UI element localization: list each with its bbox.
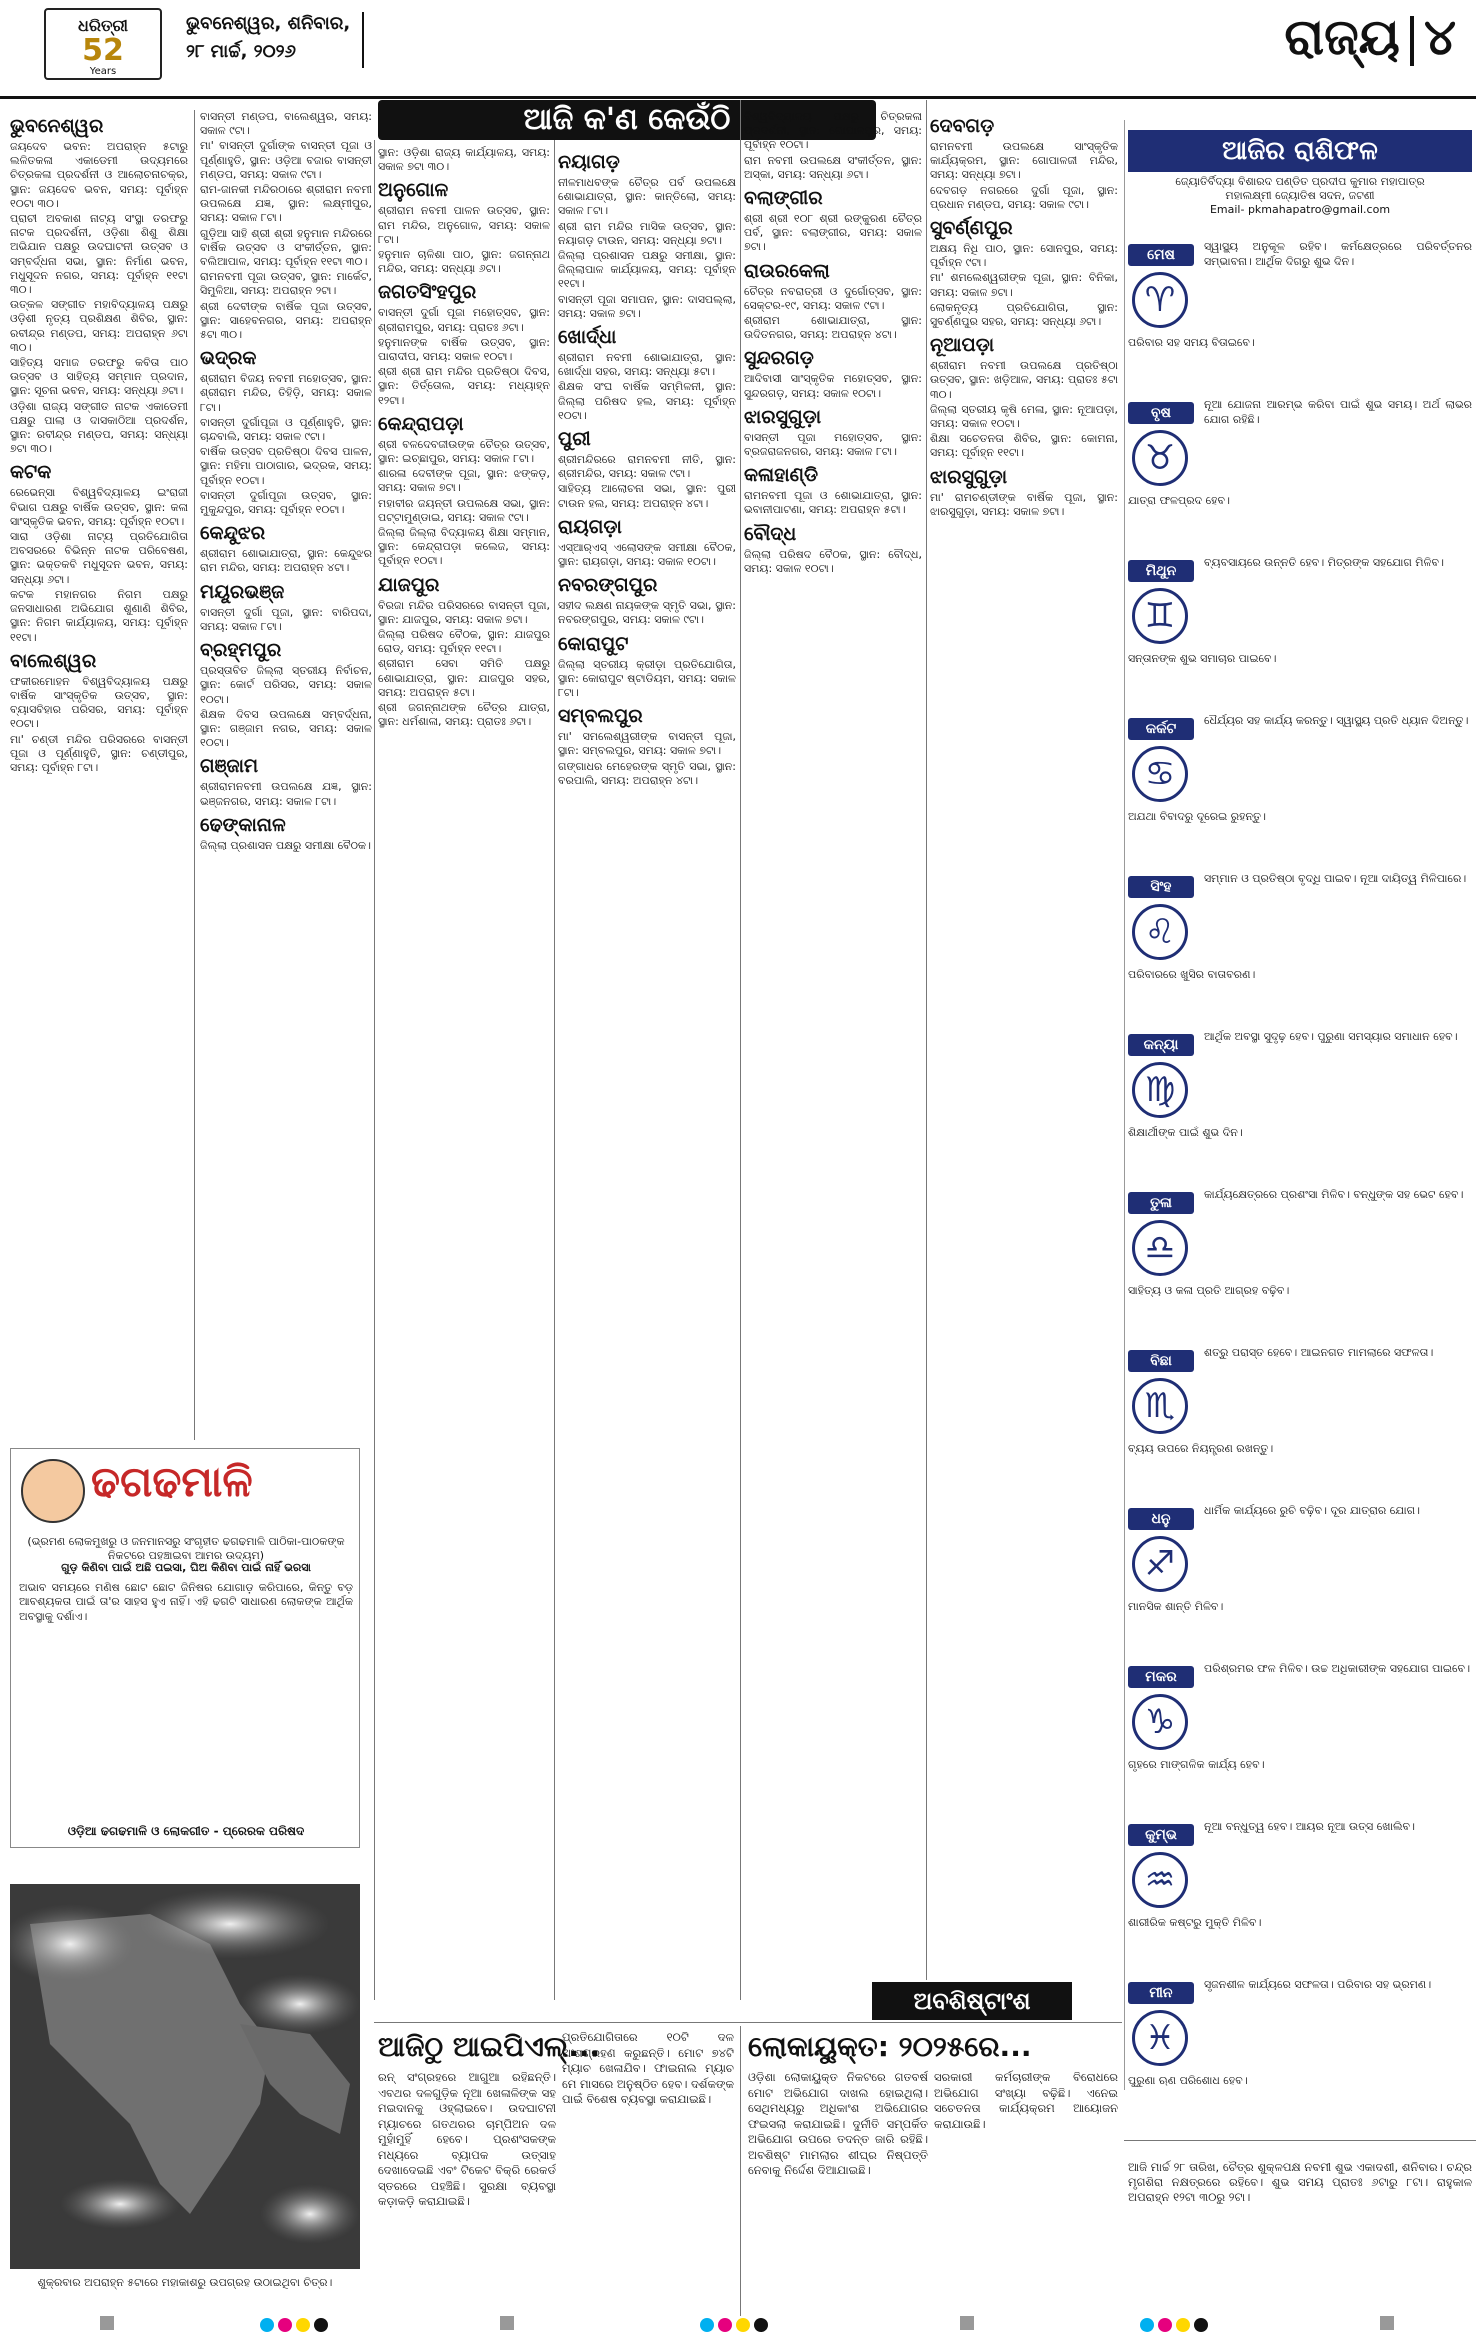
logo-title: ଧରିତ୍ରୀ xyxy=(78,16,128,35)
sign-text: ବ୍ୟବସାୟରେ ଉନ୍ନତି ହେବ। ମିତ୍ରଙ୍କ ସହଯୋଗ ମିଳିବ। xyxy=(1204,556,1444,569)
event-item: ଶ୍ରୀମନ୍ଦିରରେ ରାମନବମୀ ନୀତି, ସ୍ଥାନ: ଶ୍ରୀମନ୍ଦିର, ସମୟ: ସକାଳ ୯ଟା। xyxy=(558,453,736,481)
story-ipl-col1: ରନ୍ ସଂଗ୍ରହରେ ଆଗୁଆ ରହିଛନ୍ତି। ଏବଥର ଦଳଗୁଡ଼ିକ ନୂଆ ଖେଳାଳିଙ୍କ ସହ ମଇଦାନକୁ ଓହ୍ଲାଇବେ। ଉଦଘାଟନୀ ମ୍ୟାଚରେ ଗତଥରର ଚାମ୍ପିଅନ ଦଳ ମୁହାଁମୁହିଁ ହେବେ। ପ୍ରଶଂସକଙ୍କ ମଧ୍ୟରେ ବ୍ୟାପକ ଉତ୍ସାହ ଦେଖାଦେଇଛି ଏବଂ ଟିକେଟ ବିକ୍ରି ରେକର୍ଡ ସ୍ତରରେ ପହଞ୍ଚିଛି। ସୁରକ୍ଷା ବ୍ୟବସ୍ଥା କଡ଼ାକଡ଼ି କରାଯାଇଛି। xyxy=(378,2070,556,2208)
proverb-body: ଅଭାବ ସମୟରେ ମଣିଷ ଛୋଟ ଛୋଟ ଜିନିଷର ଯୋଗାଡ଼ କରିପାରେ, କିନ୍ତୁ ବଡ଼ ଆବଶ୍ୟକତା ପାଇଁ ତା'ର ସାହସ ହୁଏ ନାହିଁ। ଏହି ଢଗଟି ସାଧାରଣ ଲୋକଙ୍କ ଆର୍ଥିକ ଅବସ୍ଥାକୁ ଦର୍ଶାଏ। xyxy=(19,1581,353,1623)
event-item: ଶ୍ରୀରାମ ବିଜୟ ନବମୀ ମହୋତ୍ସବ, ସ୍ଥାନ: ଶ୍ରୀରାମ ମନ୍ଦିର, ତିହିଡ଼ି, ସମୟ: ସକାଳ ୮ଟା। xyxy=(200,372,372,414)
gemini-icon: ♊ xyxy=(1132,588,1188,644)
sign-text-tail: ମାନସିକ ଶାନ୍ତି ମିଳିବ। xyxy=(1128,1600,1224,1613)
event-item: ଆଦିବାସୀ ସାଂସ୍କୃତିକ ମହୋତ୍ସବ, ସ୍ଥାନ: ସୁନ୍ଦରଗଡ଼, ସମୟ: ସକାଳ ୧୦ଟା। xyxy=(744,372,922,400)
event-item: ବିଶ୍ୱବିଦ୍ୟାଳୟ ପକ୍ଷରୁ ଚିତ୍ରକଳା ପ୍ରଦର୍ଶନୀ, ସ୍ଥାନ: ଗୋପାଳପୁର, ସମୟ: ପୂର୍ବାହ୍ନ ୧୦ଟା। xyxy=(744,110,922,152)
sign-text-tail: ସାହିତ୍ୟ ଓ କଳା ପ୍ରତି ଆଗ୍ରହ ବଢ଼ିବ। xyxy=(1128,1284,1290,1297)
city-heading: କୋରାପୁଟ xyxy=(558,632,629,655)
section-divider xyxy=(1410,16,1414,66)
city-heading: ରାଉରକେଲା xyxy=(744,259,830,282)
cancer-icon: ♋ xyxy=(1132,746,1188,802)
event-item: ରାମ-ଜାନକୀ ମନ୍ଦିରଠାରେ ଶ୍ରୀରାମ ନବମୀ ଉପଲକ୍ଷେ ଯଜ୍ଞ, ସ୍ଥାନ: ଲକ୍ଷ୍ମୀପୁର, ସମୟ: ସକାଳ ୮ଟା। xyxy=(200,183,372,225)
logo-number: 52 xyxy=(82,33,124,68)
event-item: ମା' ଶମଲେଶ୍ୱରୀଙ୍କ ପୂଜା, ସ୍ଥାନ: ବିନିକା, ସମୟ: ସକାଳ ୭ଟା। xyxy=(930,271,1118,299)
continued-label: ଅବଶିଷ୍ଟାଂଶ xyxy=(872,1982,1072,2020)
sign-text: ସ୍ୱାସ୍ଥ୍ୟ ଅନୁକୂଳ ରହିବ। କର୍ମକ୍ଷେତ୍ରରେ ପରିବର୍ତ୍ତନର ସମ୍ଭାବନା। ଆର୍ଥିକ ଦିଗରୁ ଶୁଭ ଦିନ। xyxy=(1204,240,1472,268)
events-column-3 xyxy=(378,146,550,1976)
aquarius-icon: ♒ xyxy=(1132,1852,1188,1908)
date-line-1: ଭୁବନେଶ୍ୱର, ଶନିବାର, xyxy=(186,13,351,34)
event-item: ଶ୍ରୀ ଶ୍ରୀ ରାମ ମନ୍ଦିର ପ୍ରତିଷ୍ଠା ଦିବସ, ସ୍ଥାନ: ତିର୍ତ୍ତୋଲ, ସମୟ: ମଧ୍ୟାହ୍ନ ୧୨ଟା। xyxy=(378,365,550,407)
city-heading: ନୂଆପଡ଼ା xyxy=(930,334,995,357)
sign-name: ମକର xyxy=(1128,1666,1194,1688)
sign-gemini xyxy=(1124,552,1474,708)
sign-taurus xyxy=(1124,394,1474,550)
sign-text-tail: ପୁରୁଣା ଋଣ ପରିଶୋଧ ହେବ। xyxy=(1128,2074,1248,2087)
sign-name: ମୀନ xyxy=(1128,1982,1194,2004)
event-item: ଗୁଡ଼ିଆ ସାହି ଶ୍ରୀ ଶ୍ରୀ ହନୁମାନ ମନ୍ଦିରରେ ବାର୍ଷିକ ଉତ୍ସବ ଓ ସଂକୀର୍ତ୍ତନ, ସ୍ଥାନ: ବଲିଆପାଳ, ସମୟ: ପୂର୍ବାହ୍ନ ୧୧ଟା ୩୦। xyxy=(200,226,372,269)
sign-name: କୁମ୍ଭ xyxy=(1128,1824,1194,1846)
stories-top-rule xyxy=(374,2022,1122,2023)
event-item: ଶ୍ରୀରାମ ନବମୀ ଉପଲକ୍ଷେ ପ୍ରତିଷ୍ଠା ଉତ୍ସବ, ସ୍ଥାନ: ଖଡ଼ିଆଳ, ସମୟ: ପ୍ରାତଃ ୫ଟା ୩୦। xyxy=(930,359,1118,401)
column-rule xyxy=(740,2026,741,2316)
event-item: ଦେବଗଡ଼ ନଗରରେ ଦୁର୍ଗା ପୂଜା, ସ୍ଥାନ: ପ୍ରଧାନ ମଣ୍ଡପ, ସମୟ: ସକାଳ ୯ଟା। xyxy=(930,183,1118,211)
event-item: ରାମନବମୀ ଉପଲକ୍ଷେ ସାଂସ୍କୃତିକ କାର୍ଯ୍ୟକ୍ରମ, ସ୍ଥାନ: ଗୋପାଳଜୀ ମନ୍ଦିର, ସମୟ: ସନ୍ଧ୍ୟା ୭ଟା। xyxy=(930,140,1118,182)
city-heading: ବ୍ରହ୍ମପୁର xyxy=(200,639,282,662)
city-heading: ଅନୁଗୋଳ xyxy=(378,179,449,202)
event-item: ରାମନବମୀ ପୂଜା ଉତ୍ସବ, ସ୍ଥାନ: ମାର୍କେଟ, ସିମୁଳିଆ, ସମୟ: ଅପରାହ୍ନ ୨ଟା। xyxy=(200,270,372,298)
sign-name: ଧନୁ xyxy=(1128,1508,1194,1530)
event-item: ଶ୍ରୀ ଶ୍ରୀ ୧୦୮ ଶ୍ରୀ ରଙ୍କୁରଣ ଚୈତ୍ର ପର୍ବ, ସ୍ଥାନ: ବଲାଙ୍ଗୀର, ସମୟ: ସକାଳ ୭ଟା। xyxy=(744,212,922,254)
sign-text-tail: ଯାତ୍ରା ଫଳପ୍ରଦ ହେବ। xyxy=(1128,494,1230,507)
story-lokayukta-col1: ଓଡ଼ିଶା ଲୋକାୟୁକ୍ତ ନିକଟରେ ଗତବର୍ଷ ମୋଟ ଅଭିଯୋଗ ଦାଖଲ ହୋଇଥିଲା। ସେଥିମଧ୍ୟରୁ ଅଧିକାଂଶ ଅଭିଯୋଗର ଫଇସଲା କରାଯାଇଛି। ଦୁର୍ନୀତି ସମ୍ପର୍କିତ ଅଭିଯୋଗ ଉପରେ ତଦନ୍ତ ଜାରି ରହିଛି। ଅବଶିଷ୍ଟ ମାମଲାର ଶୀଘ୍ର ନିଷ୍ପତ୍ତି ନେବାକୁ ନିର୍ଦ୍ଦେଶ ଦିଆଯାଇଛି। xyxy=(748,2070,928,2177)
sign-name: ତୁଳା xyxy=(1128,1192,1194,1214)
event-item: ମା' ବାସନ୍ତୀ ଦୁର୍ଗାଙ୍କ ବାସନ୍ତୀ ପୂଜା ଓ ପୂର୍ଣ୍ଣାହୁତି, ସ୍ଥାନ: ଓଡ଼ିଆ ବଜାର ବାସନ୍ତୀ ମଣ୍ଡପ, ସମୟ: ସକାଳ ୯ଟା। xyxy=(200,139,372,181)
leo-icon: ♌ xyxy=(1132,904,1188,960)
city-heading: ନବରଙ୍ଗପୁର xyxy=(558,574,658,597)
sign-name: ସିଂହ xyxy=(1128,876,1194,898)
sign-text-tail: ଶାରୀରିକ କଷ୍ଟରୁ ମୁକ୍ତି ମିଳିବ। xyxy=(1128,1916,1262,1929)
event-item: ଶ୍ରୀରାମ ନବମୀ ପାଳନ ଉତ୍ସବ, ସ୍ଥାନ: ରାମ ମନ୍ଦିର, ଅନୁଗୋଳ, ସମୟ: ସକାଳ ୮ଟା। xyxy=(378,204,550,246)
city-heading: ଢେଙ୍କାନାଳ xyxy=(200,813,286,836)
events-column-5 xyxy=(744,110,922,1970)
sign-text: ନୂଆ ଯୋଜନା ଆରମ୍ଭ କରିବା ପାଇଁ ଶୁଭ ସମୟ। ଅର୍ଥ ଲାଭର ଯୋଗ ରହିଛି। xyxy=(1204,398,1472,426)
city-heading: କେନ୍ଦୁଝର xyxy=(200,522,266,545)
horoscope-title: ଆଜିର ରାଶିଫଳ xyxy=(1128,130,1472,172)
event-item: ଶ୍ରୀରାମ ନବମୀ ଶୋଭାଯାତ୍ରା, ସ୍ଥାନ: ଖୋର୍ଦ୍ଧା ସହର, ସମୟ: ସନ୍ଧ୍ୟା ୫ଟା। xyxy=(558,351,736,379)
proverb-verse: ଗୁଡ଼ କିଣିବା ପାଇଁ ଅଛି ପଇସା, ଘିଅ କିଣିବା ପାଇଁ ନାହିଁ ଭରସା xyxy=(61,1561,311,1574)
event-item: ମା' ରାମଚଣ୍ଡୀଙ୍କ ବାର୍ଷିକ ପୂଜା, ସ୍ଥାନ: ଝାରସୁଗୁଡ଼ା, ସମୟ: ସକାଳ ୭ଟା। xyxy=(930,490,1118,518)
astrologer-name: ଜ୍ୟୋତିର୍ବିଦ୍ୟା ବିଶାରଦ ପଣ୍ଡିତ ପ୍ରଦୀପ କୁମାର ମହାପାତ୍ର xyxy=(1175,175,1425,188)
cartoon-face-icon xyxy=(21,1459,85,1523)
print-mark xyxy=(754,2318,768,2332)
event-item: ଶ୍ରୀ ଦେବୀଙ୍କ ବାର୍ଷିକ ପୂଜା ଉତ୍ସବ, ସ୍ଥାନ: ସାହେବନଗର, ସମୟ: ଅପରାହ୍ନ ୫ଟା ୩୦। xyxy=(200,299,372,342)
story-lokayukta-headline: ଲୋକାୟୁକ୍ତ: ୨୦୨୫ରେ... xyxy=(748,2030,1032,2063)
taurus-icon: ♉ xyxy=(1132,430,1188,486)
sign-sagittarius xyxy=(1124,1500,1474,1656)
print-mark xyxy=(1140,2318,1154,2332)
event-item: ବିରଜା ମନ୍ଦିର ପରିସରରେ ବାସନ୍ତୀ ପୂଜା, ସ୍ଥାନ: ଯାଜପୁର, ସମୟ: ସକାଳ ୭ଟା। xyxy=(378,598,550,626)
event-item: ଉତ୍କଳ ସଙ୍ଗୀତ ମହାବିଦ୍ୟାଳୟ ପକ୍ଷରୁ ଓଡ଼ିଶୀ ନୃତ୍ୟ ପ୍ରଶିକ୍ଷଣ ଶିବିର, ସ୍ଥାନ: ରବୀନ୍ଦ୍ର ମଣ୍ଡପ, ସମୟ: ଅପରାହ୍ନ ୬ଟା ୩୦। xyxy=(10,298,188,354)
aries-icon: ♈ xyxy=(1132,272,1188,328)
city-heading: କେନ୍ଦ୍ରାପଡ଼ା xyxy=(378,412,464,435)
satellite-image xyxy=(10,1884,360,2269)
city-heading: ଯାଜପୁର xyxy=(378,573,440,596)
proverb-box xyxy=(10,1448,360,1848)
sign-text: ପରିଶ୍ରମର ଫଳ ମିଳିବ। ଉଚ୍ଚ ଅଧିକାରୀଙ୍କ ସହଯୋଗ ପାଇବେ। xyxy=(1204,1662,1471,1675)
sign-text: କାର୍ଯ୍ୟକ୍ଷେତ୍ରରେ ପ୍ରଶଂସା ମିଳିବ। ବନ୍ଧୁଙ୍କ ସହ ଭେଟ ହେବ। xyxy=(1204,1188,1464,1201)
event-item: ବାସନ୍ତୀ ପୂଜା ସମାପନ, ସ୍ଥାନ: ଦାସପଲ୍ଲା, ସମୟ: ସକାଳ ୭ଟା। xyxy=(558,292,736,320)
story-ipl-col2: ପ୍ରତିଯୋଗିତାରେ ୧୦ଟି ଦଳ ଅଂଶଗ୍ରହଣ କରୁଛନ୍ତି। ମୋଟ ୭୪ଟି ମ୍ୟାଚ ଖେଳାଯିବ। ଫାଇନାଲ ମ୍ୟାଚ ମେ ମାସରେ ଅନୁଷ୍ଠିତ ହେବ। ଦର୍ଶକଙ୍କ ପାଇଁ ବିଶେଷ ବ୍ୟବସ୍ଥା କରାଯାଇଛି। xyxy=(562,2030,734,2106)
city-heading: ଝାରସୁଗୁଡ଼ା xyxy=(744,405,822,428)
sign-capricorn xyxy=(1124,1658,1474,1814)
city-heading: ସୁନ୍ଦରଗଡ଼ xyxy=(744,347,814,370)
scorpio-icon: ♏ xyxy=(1132,1378,1188,1434)
story-ipl-headline: ଆଜିଠୁ ଆଇପିଏଲ୍... xyxy=(378,2030,601,2063)
column-rule xyxy=(740,100,741,2000)
virgo-icon: ♍ xyxy=(1132,1062,1188,1118)
event-item: ଶ୍ରୀରାମ ସେବା ସମିତି ପକ୍ଷରୁ ଶୋଭାଯାତ୍ରା, ସ୍ଥାନ: ଯାଜପୁର ସହର, ସମୟ: ଅପରାହ୍ନ ୫ଟା। xyxy=(378,657,550,699)
sign-name: କର୍କଟ xyxy=(1128,718,1194,740)
proverb-title: ଢଗଢମାଳି xyxy=(91,1457,253,1506)
event-item: ଶ୍ରୀ ବଳଦେବଜୀଉଙ୍କ ଚୈତ୍ର ଉତ୍ସବ, ସ୍ଥାନ: ଇଚ୍ଛାପୁର, ସମୟ: ସକାଳ ୮ଟା। xyxy=(378,437,550,466)
event-item: ଶାରଳା ଦେବୀଙ୍କ ପୂଜା, ସ୍ଥାନ: ଝଙ୍କଡ଼, ସମୟ: ସକାଳ ୭ଟା। xyxy=(378,467,550,495)
city-heading: ଭଦ୍ରକ xyxy=(200,347,257,370)
event-item: ମହାବୀର ଜୟନ୍ତୀ ଉପଲକ୍ଷେ ସଭା, ସ୍ଥାନ: ପଟ୍ଟାମୁଣ୍ଡାଇ, ସମୟ: ସକାଳ ୯ଟା। xyxy=(378,496,550,524)
print-mark xyxy=(718,2318,732,2332)
sign-aquarius xyxy=(1124,1816,1474,1972)
print-mark xyxy=(1176,2318,1190,2332)
city-heading: ମୟୂରଭଞ୍ଜ xyxy=(200,580,285,603)
city-heading: ପୁରୀ xyxy=(558,428,591,451)
sign-name: କନ୍ୟା xyxy=(1128,1034,1194,1056)
sign-text-tail: ସନ୍ତାନଙ୍କ ଶୁଭ ସମାଚାର ପାଇବେ। xyxy=(1128,652,1277,665)
libra-icon: ♎ xyxy=(1132,1220,1188,1276)
event-item: ଜିଲ୍ଲା ପ୍ରଶାସନ ପକ୍ଷରୁ ସମୀକ୍ଷା, ସ୍ଥାନ: ଜିଲ୍ଲାପାଳ କାର୍ଯ୍ୟାଳୟ, ସମୟ: ପୂର୍ବାହ୍ନ ୧୧ଟା। xyxy=(558,249,736,291)
events-column-2 xyxy=(200,110,372,1440)
event-item: ଶିକ୍ଷା ସଚେତନତା ଶିବିର, ସ୍ଥାନ: କୋମନା, ସମୟ: ପୂର୍ବାହ୍ନ ୧୧ଟା। xyxy=(930,432,1118,460)
event-item: ଜିଲ୍ଲା ପରିଷଦ ବୈଠକ, ସ୍ଥାନ: ବୌଦ୍ଧ, ସମୟ: ସକାଳ ୧୦ଟା। xyxy=(744,547,922,575)
event-item: ଶ୍ରୀ ରାମ ମନ୍ଦିର ମାସିକ ଉତ୍ସବ, ସ୍ଥାନ: ନୟାଗଡ଼ ଟାଉନ, ସମୟ: ସନ୍ଧ୍ୟା ୭ଟା। xyxy=(558,219,736,247)
print-mark xyxy=(1194,2318,1208,2332)
sign-text-tail: ଶିକ୍ଷାର୍ଥୀଙ୍କ ପାଇଁ ଶୁଭ ଦିନ। xyxy=(1128,1126,1243,1139)
sign-text-tail: ଗୃହରେ ମାଙ୍ଗଳିକ କାର୍ଯ୍ୟ ହେବ। xyxy=(1128,1758,1265,1771)
horoscope-bottom-rule xyxy=(1124,2140,1476,2141)
city-heading: ଭୁବନେଶ୍ୱର xyxy=(10,115,104,137)
event-item: ଶିକ୍ଷକ ଦିବସ ଉପଲକ୍ଷେ ସମ୍ବର୍ଦ୍ଧନା, ସ୍ଥାନ: ଗଞ୍ଜାମ ନଗର, ସମୟ: ସକାଳ ୧୦ଟା। xyxy=(200,707,372,750)
pisces-icon: ♓ xyxy=(1132,2010,1188,2066)
page-number: ୪ xyxy=(1423,8,1456,66)
event-item: ଜିଲ୍ଲା ପ୍ରଶାସନ ପକ୍ଷରୁ ସମୀକ୍ଷା ବୈଠକ। xyxy=(200,838,372,852)
event-item: ସାହିତ୍ୟ ସମାଜ ତରଫରୁ କବିତା ପାଠ ଉତ୍ସବ ଓ ସାହିତ୍ୟ ସମ୍ମାନ ପ୍ରଦାନ, ସ୍ଥାନ: ସୂଚନା ଭବନ, ସମୟ: ସନ୍ଧ୍ୟା ୬ଟା। xyxy=(10,356,188,398)
city-heading: ଝାରସୁଗୁଡ଼ା xyxy=(930,465,1008,488)
column-rule xyxy=(374,140,375,2000)
astrologer-email: Email- pkmahapatro@gmail.com xyxy=(1209,203,1391,216)
event-item: ହନୁମାନଙ୍କ ବାର୍ଷିକ ଉତ୍ସବ, ସ୍ଥାନ: ପାରାଦୀପ, ସମୟ: ସକାଳ ୧୦ଟା। xyxy=(378,335,550,364)
sign-name: ମେଷ xyxy=(1128,244,1194,266)
event-item: ସାରା ଓଡ଼ିଶା ନାଟ୍ୟ ପ୍ରତିଯୋଗିତା ଅବସରରେ ବିଭିନ୍ନ ନାଟକ ପରିବେଷଣ, ସ୍ଥାନ: ଭକ୍ତକବି ମଧୁସୂଦନ ଭବନ, ସମୟ: ସନ୍ଧ୍ୟା ୬ଟା। xyxy=(10,530,188,586)
print-mark xyxy=(1158,2318,1172,2332)
sign-text-tail: ପରିବାରରେ ଖୁସିର ବାତାବରଣ। xyxy=(1128,968,1256,981)
sign-text: ଶତ୍ରୁ ପରାସ୍ତ ହେବେ। ଆଇନଗତ ମାମଲାରେ ସଫଳତା। xyxy=(1204,1346,1434,1359)
event-item: ରେଭେନ୍ସା ବିଶ୍ୱବିଦ୍ୟାଳୟ ଇଂରାଜୀ ବିଭାଗ ପକ୍ଷରୁ ବାର୍ଷିକ ଉତ୍ସବ, ସ୍ଥାନ: କଳା ସାଂସ୍କୃତିକ ଭବନ, ସମୟ: ପୂର୍ବାହ୍ନ ୧୦ଟା। xyxy=(10,486,188,528)
event-item: ଶ୍ରୀରାମ ଶୋଭାଯାତ୍ରା, ସ୍ଥାନ: କେନ୍ଦୁଝର ରାମ ମନ୍ଦିର, ସମୟ: ଅପରାହ୍ନ ୪ଟା। xyxy=(200,547,372,575)
event-item: ଜିଲ୍ଲା ଜିଲ୍ଲା ବିଦ୍ୟାଳୟ ଶିକ୍ଷା ସମ୍ମାନ, ସ୍ଥାନ: କେନ୍ଦ୍ରାପଡ଼ା କଲେଜ, ସମୟ: ପୂର୍ବାହ୍ନ ୧୦ଟା। xyxy=(378,526,550,568)
column-rule xyxy=(926,100,927,1980)
city-heading: ସମ୍ବଲପୁର xyxy=(558,705,643,728)
sign-text: ଧୈର୍ଯ୍ୟର ସହ କାର୍ଯ୍ୟ କରନ୍ତୁ। ସ୍ୱାସ୍ଥ୍ୟ ପ୍ରତି ଧ୍ୟାନ ଦିଅନ୍ତୁ। xyxy=(1204,714,1469,727)
print-mark xyxy=(278,2318,292,2332)
section-name: ରାଜ୍ୟ xyxy=(1284,8,1400,66)
event-item: ପ୍ରସ୍ତାବିତ ଜିଲ୍ଲା ସ୍ତରୀୟ ନିର୍ବାଚନ, ସ୍ଥାନ: କୋର୍ଟ ପରିସର, ସମୟ: ସକାଳ ୧୦ଟା। xyxy=(200,664,372,706)
proverb-credit: ଓଡ଼ିଆ ଢଗଢମାଳି ଓ ଲୋକଗୀତ - ପ୍ରେରକ ପରିଷଦ xyxy=(67,1824,305,1838)
dateline-divider xyxy=(362,12,364,68)
event-item: ନୀଳମାଧବଙ୍କ ଚୈତ୍ର ପର୍ବ ଉପଲକ୍ଷେ ଶୋଭାଯାତ୍ରା, ସ୍ଥାନ: କାନ୍ତିଲୋ, ସମୟ: ସକାଳ ୮ଟା। xyxy=(558,176,736,218)
event-item: ବାସନ୍ତୀ ଦୁର୍ଗାପୂଜା ଉତ୍ସବ, ସ୍ଥାନ: ମୁକୁନ୍ଦପୁର, ସମୟ: ପୂର୍ବାହ୍ନ ୧୦ଟା। xyxy=(200,488,372,517)
capricorn-icon: ♑ xyxy=(1132,1694,1188,1750)
print-mark xyxy=(700,2318,714,2332)
print-mark xyxy=(500,2316,514,2330)
event-item: ଶ୍ରୀ ଜଗନ୍ନାଥଙ୍କ ଚୈତ୍ର ଯାତ୍ରା, ସ୍ଥାନ: ଧର୍ମଶାଳା, ସମୟ: ପ୍ରାତଃ ୬ଟା। xyxy=(378,701,550,729)
event-item: ଜିଲ୍ଲା ସ୍ତରୀୟ କୃଷି ମେଳା, ସ୍ଥାନ: ନୂଆପଡ଼ା, ସମୟ: ସକାଳ ୧୦ଟା। xyxy=(930,402,1118,431)
print-mark xyxy=(314,2318,328,2332)
event-item: ଶିକ୍ଷକ ସଂଘ ବାର୍ଷିକ ସମ୍ମିଳନୀ, ସ୍ଥାନ: ଜିଲ୍ଲା ପରିଷଦ ହଲ, ସମୟ: ପୂର୍ବାହ୍ନ ୧୦ଟା। xyxy=(558,380,736,422)
city-heading: ରାୟଗଡ଼ା xyxy=(558,515,622,538)
event-item: କଟକ ମହାନଗର ନିଗମ ପକ୍ଷରୁ ଜନସାଧାରଣ ଅଭିଯୋଗ ଶୁଣାଣି ଶିବିର, ସ୍ଥାନ: ନିଗମ କାର୍ଯ୍ୟାଳୟ, ସମୟ: ପୂର୍ବାହ୍ନ ୧୧ଟା। xyxy=(10,587,188,644)
event-item: ରାମ ନବମୀ ଉପଲକ୍ଷେ ସଂକୀର୍ତ୍ତନ, ସ୍ଥାନ: ଅସ୍କା, ସମୟ: ସନ୍ଧ୍ୟା ୬ଟା। xyxy=(744,153,922,181)
city-heading: ବୌଦ୍ଧ xyxy=(744,522,797,545)
event-item: ଶ୍ରୀରାମ ଶୋଭାଯାତ୍ରା, ସ୍ଥାନ: ଉଦିତନଗର, ସମୟ: ଅପରାହ୍ନ ୪ଟା। xyxy=(744,314,922,342)
sign-libra xyxy=(1124,1184,1474,1340)
city-heading: ବଲାଙ୍ଗୀର xyxy=(744,187,823,210)
sagittarius-icon: ♐ xyxy=(1132,1536,1188,1592)
city-heading: ଦେବଗଡ଼ xyxy=(930,115,995,137)
sign-aries xyxy=(1124,236,1474,392)
dateline xyxy=(186,10,350,66)
event-item: ମା' ସମଲେଶ୍ୱରୀଙ୍କ ବାସନ୍ତୀ ପୂଜା, ସ୍ଥାନ: ସମ୍ବଲପୁର, ସମୟ: ସକାଳ ୭ଟା। xyxy=(558,730,736,758)
horoscope-byline xyxy=(1128,175,1472,217)
newspaper-logo xyxy=(44,8,162,80)
event-item: ଏସ୍‌ଆର୍‌ଏସ୍ ଏଲୋସଙ୍କ ସମୀକ୍ଷା ବୈଠକ, ସ୍ଥାନ: ରାୟଗଡ଼ା, ସମୟ: ସକାଳ ୧୦ଟା। xyxy=(558,540,736,569)
sign-name: ବୃଷ xyxy=(1128,402,1194,424)
city-heading: କଟକ xyxy=(10,461,52,484)
sign-text-tail: ବ୍ୟୟ ଉପରେ ନିୟନ୍ତ୍ରଣ ରଖନ୍ତୁ। xyxy=(1128,1442,1274,1455)
panchang-text: ଆଜି ମାର୍ଚ୍ଚ ୨୮ ତାରିଖ, ଚୈତ୍ର ଶୁକ୍ଳପକ୍ଷ ନବମୀ ଶୁଭ ଏକାଦଶୀ, ଶନିବାର। ଚନ୍ଦ୍ର ମୃଗଶିରା ନକ୍ଷତ୍ରରେ ରହିବେ। ଶୁଭ ସମୟ ପ୍ରାତଃ ୬ଟାରୁ ୮ଟା। ରାହୁକାଳ ଅପରାହ୍ନ ୧୨ଟା ୩୦ରୁ ୨ଟା। xyxy=(1128,2160,1472,2204)
events-banner: ଆଜି କ'ଣ କେଉଁଠି xyxy=(378,100,876,140)
event-item: ବାସନ୍ତୀ ମଣ୍ଡପ, ବାଲେଶ୍ୱର, ସମୟ: ସକାଳ ୯ଟା। xyxy=(200,110,372,138)
event-item: ମା' ଚଣ୍ଡୀ ମନ୍ଦିର ପରିସରରେ ବାସନ୍ତୀ ପୂଜା ଓ ପୂର୍ଣ୍ଣାହୁତି, ସ୍ଥାନ: ଚଣ୍ଡୀପୁର, ସମୟ: ପୂର୍ବାହ୍ନ ୮ଟା। xyxy=(10,732,188,774)
sign-text-tail: ପରିବାର ସହ ସମୟ ବିତାଇବେ। xyxy=(1128,336,1255,349)
event-item: ହନୁମାନ ଚାଳିଶା ପାଠ, ସ୍ଥାନ: ଜଗନ୍ନାଥ ମନ୍ଦିର, ସମୟ: ସନ୍ଧ୍ୟା ୬ଟା। xyxy=(378,248,550,276)
sign-text-tail: ଅଯଥା ବିବାଦରୁ ଦୂରେଇ ରୁହନ୍ତୁ। xyxy=(1128,810,1266,823)
print-mark xyxy=(100,2316,114,2330)
city-heading: ନୟାଗଡ଼ xyxy=(558,151,620,173)
column-rule xyxy=(554,140,555,2000)
sign-scorpio xyxy=(1124,1342,1474,1498)
sign-text: ନୂଆ ବନ୍ଧୁତ୍ୱ ହେବ। ଆୟର ନୂଆ ଉତ୍ସ ଖୋଲିବ। xyxy=(1204,1820,1415,1833)
events-column-4 xyxy=(558,146,736,1976)
event-item: ସାହିତ୍ୟ ଆଲୋଚନା ସଭା, ସ୍ଥାନ: ପୁରୀ ଟାଉନ ହଲ, ସମୟ: ଅପରାହ୍ନ ୪ଟା। xyxy=(558,482,736,510)
event-item: ଜୟଦେବ ଭବନ: ଅପରାହ୍ନ ୫ଟାରୁ ଲଳିତକଳା ଏକାଡେମୀ ଉଦ୍ୟମରେ ଚିତ୍ରକଳା ପ୍ରଦର୍ଶନୀ ଓ ଆଲୋଚନାଚକ୍ର, ସ୍ଥାନ: ଜୟଦେବ ଭବନ, ସମୟ: ପୂର୍ବାହ୍ନ ୧୦ଟା ୩୦। xyxy=(10,140,188,210)
print-mark xyxy=(736,2318,750,2332)
masthead xyxy=(0,0,1476,100)
event-item: ଅକ୍ଷୟ ନିଧି ପାଠ, ସ୍ଥାନ: ସୋନପୁର, ସମୟ: ପୂର୍ବାହ୍ନ ୯ଟା। xyxy=(930,242,1118,270)
sign-text: ଆର୍ଥିକ ଅବସ୍ଥା ସୁଦୃଢ଼ ହେବ। ପୁରୁଣା ସମସ୍ୟାର ସମାଧାନ ହେବ। xyxy=(1204,1030,1458,1043)
event-item: ଚୈତ୍ର ନବରାତ୍ରୀ ଓ ଦୁର୍ଗୋତ୍ସବ, ସ୍ଥାନ: ସେକ୍ଟର-୧୯, ସମୟ: ସକାଳ ୯ଟା। xyxy=(744,284,922,312)
date-line-2: ୨୮ ମାର୍ଚ୍ଚ, ୨୦୨୬ xyxy=(186,41,296,62)
event-item: ବାର୍ଷିକ ଉତ୍ସବ ପ୍ରତିଷ୍ଠା ଦିବସ ପାଳନ, ସ୍ଥାନ: ମହିମା ପାଠାଗାର, ଭଦ୍ରକ, ସମୟ: ପୂର୍ବାହ୍ନ ୧୦ଟା। xyxy=(200,445,372,487)
sign-name: ବିଛା xyxy=(1128,1350,1194,1372)
top-rule xyxy=(0,96,1476,99)
print-mark xyxy=(260,2318,274,2332)
event-item: ସ୍ଥାନ: ଓଡ଼ିଶା ରାଜ୍ୟ କାର୍ଯ୍ୟାଳୟ, ସମୟ: ସକାଳ ୭ଟା ୩୦। xyxy=(378,146,550,174)
city-heading: ଜଗତସିଂହପୁର xyxy=(378,281,477,304)
event-item: ବାସନ୍ତୀ ପୂଜା ମହୋତ୍ସବ, ସ୍ଥାନ: ବ୍ରଜରାଜନଗର, ସମୟ: ସକାଳ ୮ଟା। xyxy=(744,430,922,459)
print-mark xyxy=(960,2316,974,2330)
event-item: ବାସନ୍ତୀ ଦୁର୍ଗାପୂଜା ଓ ପୂର୍ଣ୍ଣାହୁତି, ସ୍ଥାନ: ଚାନ୍ଦବାଲି, ସମୟ: ସକାଳ ୯ଟା। xyxy=(200,415,372,444)
column-rule xyxy=(194,110,195,1440)
print-mark xyxy=(1380,2316,1394,2330)
event-item: ସହୀଦ ଲକ୍ଷଣ ନାୟକଙ୍କ ସ୍ମୃତି ସଭା, ସ୍ଥାନ: ନବରଙ୍ଗପୁର, ସମୟ: ସକାଳ ୯ଟା। xyxy=(558,599,736,627)
events-column-6 xyxy=(930,110,1118,1970)
event-item: ଶ୍ରୀରାମନବମୀ ଉପଲକ୍ଷେ ଯଜ୍ଞ, ସ୍ଥାନ: ଭଞ୍ଜନଗର, ସମୟ: ସକାଳ ୮ଟା। xyxy=(200,780,372,808)
sign-name: ମିଥୁନ xyxy=(1128,560,1194,582)
story-lokayukta-col2: ସରକାରୀ କର୍ମଚାରୀଙ୍କ ବିରୋଧରେ ଅଭିଯୋଗ ସଂଖ୍ୟା ବଢ଼ିଛି। ଏନେଇ ସଚେତନତା କାର୍ଯ୍ୟକ୍ରମ ଆୟୋଜନ କରାଯାଉଛି। xyxy=(934,2070,1118,2131)
event-item: ପ୍ରାଚୀ ଅବକାଶ ନାଟ୍ୟ ସଂସ୍ଥା ତରଫରୁ ନାଟକ ପ୍ରଦର୍ଶନୀ, ଓଡ଼ିଶା ଶିଶୁ ଶିକ୍ଷା ଅଭିଯାନ ପକ୍ଷରୁ ଉଦଘାଟନୀ ଉତ୍ସବ ଓ ସମ୍ବର୍ଦ୍ଧନା ସଭା, ସ୍ଥାନ: ନିର୍ମାଣ ଭବନ, ମଧୁସୂଦନ ନଗର, ସମୟ: ପୂର୍ବାହ୍ନ ୧୧ଟା ୩୦। xyxy=(10,212,188,297)
sign-pisces xyxy=(1124,1974,1474,2130)
logo-years: Years xyxy=(89,66,117,77)
astrologer-address: ମହାଲକ୍ଷ୍ମୀ ଜ୍ୟୋତିଷ ସଦନ, ଜଟଣୀ xyxy=(1225,189,1375,202)
events-column-1 xyxy=(10,110,188,1440)
city-heading: ସୁବର୍ଣ୍ଣପୁର xyxy=(930,217,1013,240)
section-header xyxy=(1284,8,1456,67)
event-item: ରାମନବମୀ ପୂଜା ଓ ଶୋଭାଯାତ୍ରା, ସ୍ଥାନ: ଭବାନୀପାଟଣା, ସମୟ: ଅପରାହ୍ନ ୫ଟା। xyxy=(744,489,922,517)
proverb-tagline: (ଭ୍ରମଣ ଲୋକମୁଖରୁ ଓ ଜନମାନସରୁ ସଂଗୃହୀତ ଢଗଢମାଳି ପାଠିକା-ପାଠକଙ୍କ ନିକଟରେ ପହଞ୍ଚାଇବା ଆମର ଉଦ୍ୟମ) xyxy=(27,1535,345,1562)
city-heading: ଖୋର୍ଦ୍ଧା xyxy=(558,326,617,349)
sign-text: ସୃଜନଶୀଳ କାର୍ଯ୍ୟରେ ସଫଳତା। ପରିବାର ସହ ଭ୍ରମଣ। xyxy=(1204,1978,1432,1991)
sign-virgo xyxy=(1124,1026,1474,1182)
event-item: ଗଙ୍ଗାଧର ମେହେରଙ୍କ ସ୍ମୃତି ସଭା, ସ୍ଥାନ: ବରପାଲି, ସମୟ: ଅପରାହ୍ନ ୪ଟା। xyxy=(558,759,736,787)
event-item: ବାସନ୍ତୀ ଦୁର୍ଗା ପୂଜା ମହୋତ୍ସବ, ସ୍ଥାନ: ଶ୍ରୀରାମପୁର, ସମୟ: ପ୍ରାତଃ ୬ଟା। xyxy=(378,306,550,334)
print-mark xyxy=(296,2318,310,2332)
satellite-picture xyxy=(10,1884,360,2269)
event-item: ଲୋକନୃତ୍ୟ ପ୍ରତିଯୋଗିତା, ସ୍ଥାନ: ସୁବର୍ଣ୍ଣପୁର ସହର, ସମୟ: ସନ୍ଧ୍ୟା ୬ଟା। xyxy=(930,300,1118,329)
event-item: ଫକୀରମୋହନ ବିଶ୍ୱବିଦ୍ୟାଳୟ ପକ୍ଷରୁ ବାର୍ଷିକ ସାଂସ୍କୃତିକ ଉତ୍ସବ, ସ୍ଥାନ: ବ୍ୟାସବିହାର ପରିସର, ସମୟ: ପୂର୍ବାହ୍ନ ୧୦ଟା। xyxy=(10,674,188,731)
event-item: ଓଡ଼ିଶା ରାଜ୍ୟ ସଙ୍ଗୀତ ନାଟକ ଏକାଡେମୀ ପକ୍ଷରୁ ପାଲା ଓ ଦାସକାଠିଆ ପ୍ରଦର୍ଶନ, ସ୍ଥାନ: ରବୀନ୍ଦ୍ର ମଣ୍ଡପ, ସମୟ: ସନ୍ଧ୍ୟା ୭ଟା ୩୦। xyxy=(10,399,188,456)
sign-leo xyxy=(1124,868,1474,1024)
sign-cancer xyxy=(1124,710,1474,866)
city-heading: କଳାହାଣ୍ଡି xyxy=(744,464,819,487)
sign-text: ଧାର୍ମିକ କାର୍ଯ୍ୟରେ ରୁଚି ବଢ଼ିବ। ଦୂର ଯାତ୍ରାର ଯୋଗ। xyxy=(1204,1504,1420,1517)
city-heading: ବାଲେଶ୍ୱର xyxy=(10,649,97,672)
sign-text: ସମ୍ମାନ ଓ ପ୍ରତିଷ୍ଠା ବୃଦ୍ଧି ପାଇବ। ନୂଆ ଦାୟିତ୍ୱ ମିଳିପାରେ। xyxy=(1204,872,1467,885)
city-heading: ଗଞ୍ଜାମ xyxy=(200,755,259,778)
event-item: ବାସନ୍ତୀ ଦୁର୍ଗା ପୂଜା, ସ୍ଥାନ: ବାରିପଦା, ସମୟ: ସକାଳ ୮ଟା। xyxy=(200,605,372,633)
event-item: ଜିଲ୍ଲା ସ୍ତରୀୟ କ୍ରୀଡ଼ା ପ୍ରତିଯୋଗିତା, ସ୍ଥାନ: କୋରାପୁଟ ଷ୍ଟାଡିୟମ, ସମୟ: ସକାଳ ୮ଟା। xyxy=(558,657,736,700)
event-item: ଜିଲ୍ଲା ପରିଷଦ ବୈଠକ, ସ୍ଥାନ: ଯାଜପୁର ରୋଡ୍, ସମୟ: ପୂର୍ବାହ୍ନ ୧୧ଟା। xyxy=(378,628,550,656)
satellite-caption: ଶୁକ୍ରବାର ଅପରାହ୍ନ ୫ଟାରେ ମହାକାଶରୁ ଉପଗ୍ରହ ଉଠାଇଥିବା ଚିତ୍ର। xyxy=(37,2276,333,2289)
